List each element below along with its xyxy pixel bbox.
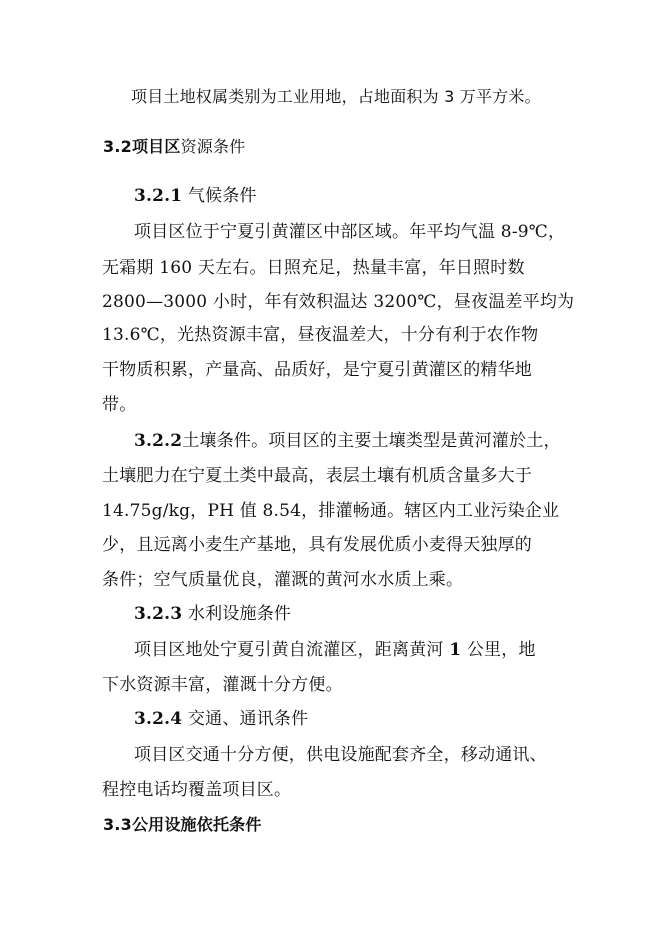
section-heading-3-3 (103, 815, 262, 835)
subsection-number: 3.2.2 (134, 431, 183, 451)
distance-number: 1 (449, 640, 462, 660)
paragraph-line: 无霜期 160 天左右。日照充足，热量丰富，年日照时数 (102, 258, 525, 278)
subsection-title: 水利设施条件 (182, 604, 292, 624)
paragraph-line: 土壤肥力在宁夏土类中最高，表层土壤有机质含量多大于 (102, 466, 532, 486)
paragraph-line: 条件；空气质量优良，灌溉的黄河水水质上乘。 (102, 570, 464, 590)
section-title: 公用设施依托条件 (131, 815, 262, 834)
section-number: 3.3 (103, 815, 132, 834)
section-heading-3-2 (103, 137, 245, 157)
subsection-heading-3-2-4 (134, 709, 308, 729)
subsection-heading-3-2-3 (134, 604, 291, 624)
paragraph-line: 2800—3000 小时，年有效积温达 3200℃，昼夜温差平均为 (102, 292, 575, 312)
paragraph-line (134, 640, 536, 660)
subsection-title: 交通、通讯条件 (182, 709, 309, 729)
intro-paragraph (131, 87, 541, 107)
subsection-title: 气候条件 (182, 186, 257, 206)
paragraph-line: 项目区交通十分方便，供电设施配套齐全，移动通讯、 (134, 745, 547, 765)
paragraph-line: 14.75g/kg，PH 值 8.54，排灌畅通。辖区内工业污染企业 (102, 501, 560, 521)
section-number: 3.2 (103, 137, 132, 156)
paragraph-text: 项目区地处宁夏引黄自流灌区，距离黄河 (134, 640, 450, 660)
paragraph-line: 带。 (102, 395, 137, 415)
paragraph-text: 公里，地 (461, 640, 536, 660)
subsection-number: 3.2.1 (134, 186, 183, 206)
paragraph-line: 13.6℃，光热资源丰富，昼夜温差大，十分有利于农作物 (102, 325, 539, 345)
subsection-heading-3-2-1 (134, 186, 257, 206)
subsection-number: 3.2.4 (134, 709, 183, 729)
paragraph-line: 项目区位于宁夏引黄灌区中部区域。年平均气温 8-9℃， (134, 222, 566, 242)
paragraph-line: 少，且远离小麦生产基地，具有发展优质小麦得天独厚的 (102, 535, 532, 555)
paragraph-line: 下水资源丰富，灌溉十分方便。 (102, 675, 343, 695)
subsection-number: 3.2.3 (134, 604, 183, 624)
subsection-first-line: 土壤条件。项目区的主要土壤类型是黄河灌於土， (182, 431, 561, 451)
intro-text: 项目土地权属类别为工业用地，占地面积为 3 万平方米。 (131, 87, 541, 106)
paragraph-line: 干物质积累，产量高、品质好，是宁夏引黄灌区的精华地 (102, 360, 532, 380)
section-title-rest: 资源条件 (180, 137, 246, 156)
subsection-heading-3-2-2 (134, 431, 561, 451)
section-title-bold: 项目区 (131, 137, 181, 156)
paragraph-line: 程控电话均覆盖项目区。 (102, 780, 292, 800)
